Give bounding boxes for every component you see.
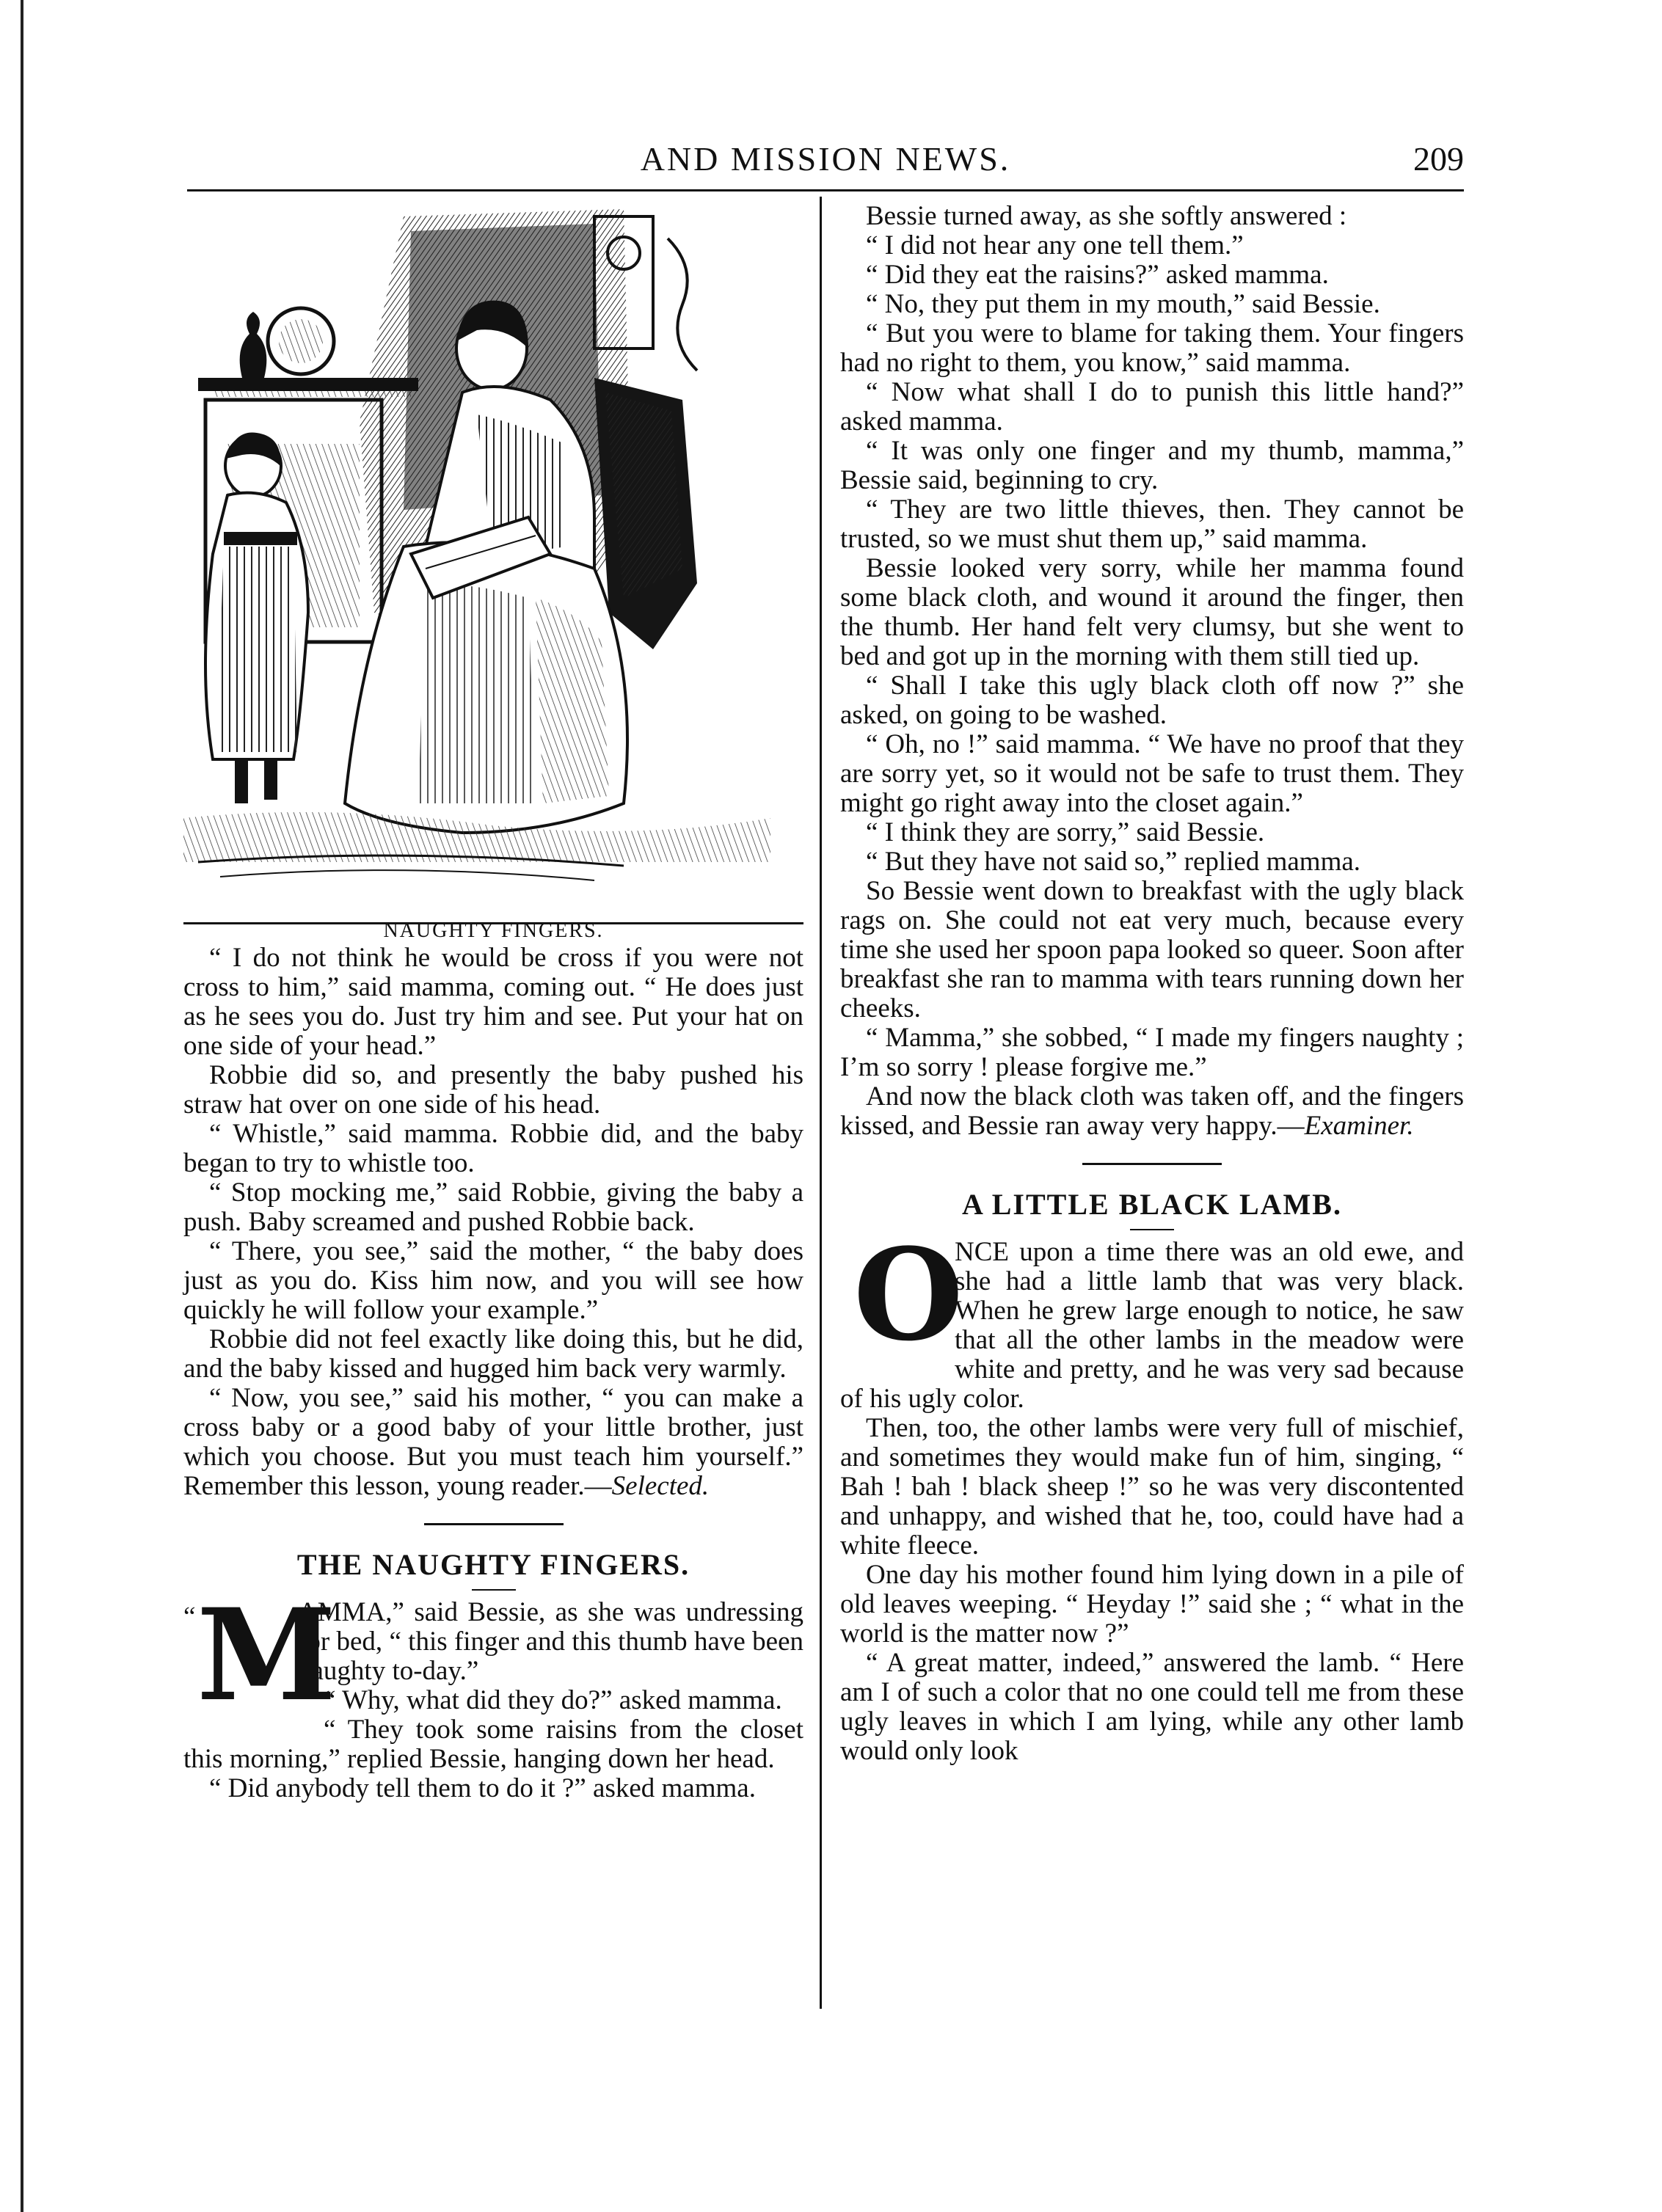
paragraph: “ I do not think he would be cross if you were not cross to him,” said mamma, coming out. “ He does just as he sees you do. Just try him and see. Put your hat on one side of your head.” <box>183 943 803 1061</box>
paragraph: Bessie looked very sorry, while her mamma found some black cloth, and wound it around the finger, then the thumb. Her hand felt very clumsy, but she went to bed and got up in the morning with them still tied up. <box>840 553 1464 671</box>
paragraph: “ Oh, no !” said mamma. “ We have no proof that they are sorry yet, so it would not be safe to trust them. They might go right away into the closet again.” <box>840 729 1464 818</box>
paragraph: “ Did anybody tell them to do it ?” asked mamma. <box>209 1773 756 1803</box>
paragraph: “ It was only one finger and my thumb, mamma,” Bessie said, beginning to cry. <box>840 436 1464 495</box>
section-title: A LITTLE BLACK LAMB. <box>962 1188 1342 1221</box>
illustration-caption: NAUGHTY FINGERS. <box>383 919 604 942</box>
column-divider <box>820 197 822 2009</box>
paragraph: “ Shall I take this ugly black cloth off now ?” she asked, on going to be washed. <box>840 671 1464 730</box>
page-number: 209 <box>1413 140 1464 178</box>
source-attribution: Selected. <box>611 1471 710 1501</box>
dropcap-o <box>840 1220 963 1369</box>
engraving-mother-child-picture <box>183 202 803 913</box>
paragraph: “ Why, what did they do?” asked mamma. <box>324 1685 782 1715</box>
section-lead-paragraph: AMMA,” said Bessie, as she was undressing for bed, “ this finger and this thumb have been naughty to-day.” <box>298 1597 803 1686</box>
paragraph: “ Stop mocking me,” said Robbie, giving the baby a push. Baby screamed and pushed Robbie back. <box>183 1178 803 1237</box>
engraving-illustration <box>183 202 803 942</box>
paragraph: “ Whistle,” said mamma. Robbie did, and the baby began to try to whistle too. <box>183 1119 803 1178</box>
paragraph: “ But they have not said so,” replied mamma. <box>866 847 1361 877</box>
page-edge-rule <box>21 0 23 2212</box>
paragraph: Robbie did so, and presently the baby pushed his straw hat over on one side of his head. <box>183 1060 803 1120</box>
paragraph: Bessie turned away, as she softly answered : <box>866 201 1347 231</box>
paragraph: One day his mother found him lying down in a pile of old leaves weeping. “ Heyday !” said she ; “ what in the world is the matter now ?” <box>840 1560 1464 1649</box>
section-lead-paragraph: NCE upon a time there was an old ewe, and she had a little lamb that was very black. When he grew large enough to notice, he saw that all the other lambs in the meadow were white and pretty, and he was very sad because of his ugly color. <box>840 1237 1464 1414</box>
paragraph: Then, too, the other lambs were very full of mischief, and sometimes they would make fun of him, singing, “ Bah ! bah ! black sheep !” so he was very discontented and unhappy, and wished that he, too, could have had a white fleece. <box>840 1413 1464 1561</box>
dropcap-m <box>183 1580 337 1729</box>
paragraph: “ No, they put them in my mouth,” said Bessie. <box>866 289 1380 319</box>
running-header <box>187 132 1464 183</box>
paragraph: “ I think they are sorry,” said Bessie. <box>866 817 1265 847</box>
header-rule <box>187 189 1464 191</box>
title-rule <box>472 1589 516 1591</box>
running-title: AND MISSION NEWS. <box>640 140 1011 178</box>
section-separator <box>424 1523 564 1525</box>
section-title: THE NAUGHTY FINGERS. <box>296 1548 690 1581</box>
paragraph: “ They are two little thieves, then. They cannot be trusted, so we must shut them up,” said mamma. <box>840 494 1464 554</box>
title-rule <box>1130 1229 1174 1230</box>
paragraph-with-source <box>183 1384 803 1501</box>
dropcap-letter: M <box>197 1580 337 1729</box>
source-attribution: Examiner. <box>1304 1111 1414 1141</box>
section-separator <box>1082 1163 1222 1165</box>
paragraph: “ Now what shall I do to punish this little hand?” asked mamma. <box>840 377 1464 437</box>
paragraph: “ There, you see,” said the mother, “ the baby does just as you do. Kiss him now, and you will see how quickly he will follow your example.” <box>183 1236 803 1325</box>
dropcap-open-quote: “ <box>183 1602 196 1632</box>
paragraph: “ Did they eat the raisins?” asked mamma. <box>866 260 1329 290</box>
paragraph-text: And now the black cloth was taken off, and the fingers kissed, and Bessie ran away very happy.— <box>840 1081 1464 1141</box>
right-column <box>840 202 1464 1766</box>
paragraph: “ A great matter, indeed,” answered the lamb. “ Here am I of such a color that no one could tell me from these ugly leaves in which I am lying, while any other lamb would only look <box>840 1648 1464 1766</box>
paragraph-text: “ Now, you see,” said his mother, “ you can make a cross baby or a good baby of your little brother, just which you choose. But you must teach him yourself.” Remember this lesson, young reader.— <box>183 1383 803 1501</box>
paragraph: “ Mamma,” she sobbed, “ I made my fingers naughty ; I’m so sorry ! please forgive me.” <box>840 1023 1464 1082</box>
paragraph: “ I did not hear any one tell them.” <box>866 230 1244 260</box>
dropcap-letter: O <box>853 1220 963 1369</box>
paragraph: “ They took some raisins from the closet this morning,” replied Bessie, hanging down her head. <box>183 1715 803 1774</box>
paragraph: Robbie did not feel exactly like doing this, but he did, and the baby kissed and hugged him back very warmly. <box>183 1324 803 1384</box>
left-column <box>183 202 803 1803</box>
paragraph: “ But you were to blame for taking them. Your fingers had no right to them, you know,” said mamma. <box>840 318 1464 378</box>
section-opening <box>840 1220 1464 1414</box>
paragraph: So Bessie went down to breakfast with the ugly black rags on. She could not eat very much, because every time she used her spoon papa looked so queer. Soon after breakfast she ran to mamma with tears running down her cheeks. <box>840 876 1464 1023</box>
paragraph-with-source <box>840 1082 1464 1141</box>
